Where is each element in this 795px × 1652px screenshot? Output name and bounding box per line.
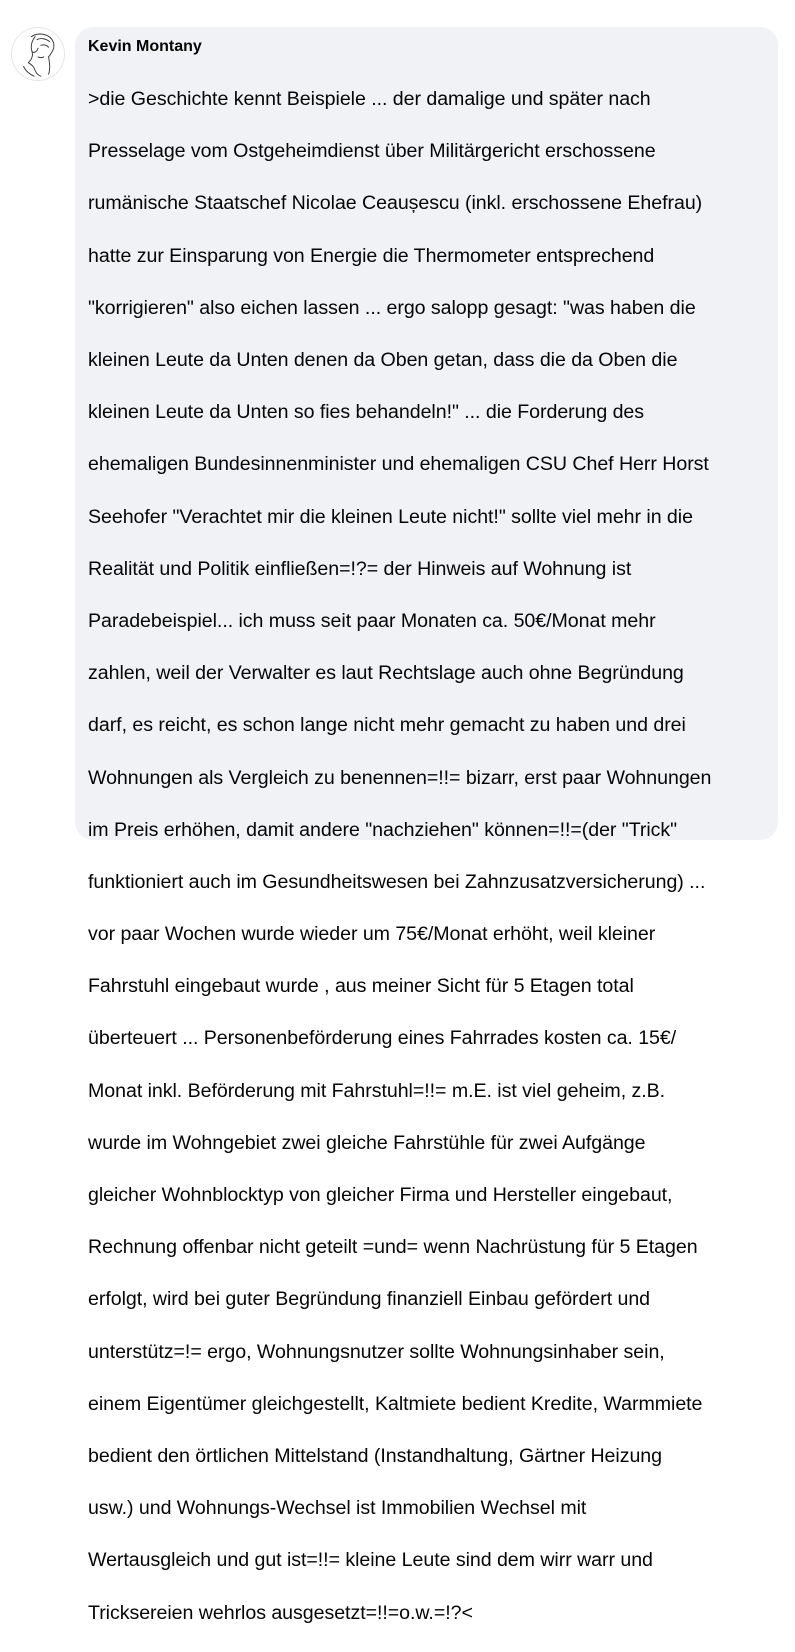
comment-text-line: Fahrstuhl eingebaut wurde , aus meiner Sicht für 5 Etagen total <box>88 975 634 998</box>
comment-text-line: bedient den örtlichen Mittelstand (Instandhaltung, Gärtner Heizung <box>88 1444 662 1467</box>
comment-text-line: im Preis erhöhen, damit andere "nachziehen" können=!!=(der "Trick" <box>88 818 678 841</box>
comment-text-line: rumänische Staatschef Nicolae Ceaușescu (inkl. erschossene Ehefrau) <box>88 192 703 215</box>
comment-text-line: unterstütz=!= ergo, Wohnungsnutzer sollte Wohnungsinhaber sein, <box>88 1340 665 1363</box>
comment-text-line: Wertausgleich und gut ist=!!= kleine Leute sind dem wirr warr und <box>88 1549 653 1572</box>
comment-text-line: zahlen, weil der Verwalter es laut Rechtslage auch ohne Begründung <box>88 662 684 685</box>
comment-text-line: erfolgt, wird bei guter Begründung finanziell Einbau gefördert und <box>88 1288 651 1311</box>
comment-text-line: "korrigieren" also eichen lassen ... ergo salopp gesagt: "was haben die <box>88 296 696 319</box>
comment-text-line: gleicher Wohnblocktyp von gleicher Firma und Hersteller eingebaut, <box>88 1184 673 1207</box>
comment-text-line: darf, es reicht, es schon lange nicht mehr gemacht zu haben und drei <box>88 714 686 737</box>
comment-author-name[interactable]: Kevin Montany <box>88 38 202 55</box>
comment-text-line: ehemaligen Bundesinnenminister und ehemaligen CSU Chef Herr Horst <box>88 453 709 476</box>
comment-text-line: usw.) und Wohnungs-Wechsel ist Immobilien Wechsel mit <box>88 1497 587 1520</box>
comment-text-line: Presselage vom Ostgeheimdienst über Militärgericht erschossene <box>88 140 656 163</box>
comment-text-line: kleinen Leute da Unten denen da Oben getan, dass die da Oben die <box>88 349 678 372</box>
comment-text-line: Realität und Politik einfließen=!?= der Hinweis auf Wohnung ist <box>88 557 632 580</box>
comment-text-line: hatte zur Einsparung von Energie die Thermometer entsprechend <box>88 244 655 267</box>
comment-text-line: Tricksereien wehrlos ausgesetzt=!!=o.w.=!?< <box>88 1601 473 1624</box>
comment-text-line: Wohnungen als Vergleich zu benennen=!!= bizarr, erst paar Wohnungen <box>88 766 712 789</box>
sketch-face-avatar-icon <box>12 28 64 80</box>
comment-text-line: Rechnung offenbar nicht geteilt =und= wenn Nachrüstung für 5 Etagen <box>88 1236 698 1259</box>
comment-bubble <box>75 27 778 1624</box>
comment-text-line: funktioniert auch im Gesundheitswesen bei Zahnzusatzversicherung) ... <box>88 870 706 893</box>
comment-text-line: >die Geschichte kennt Beispiele ... der damalige und später nach <box>88 88 651 111</box>
comment-text-line: Paradebeispiel... ich muss seit paar Monaten ca. 50€/Monat mehr <box>88 609 656 632</box>
comment-text-line: Monat inkl. Beförderung mit Fahrstuhl=!!= m.E. ist viel geheim, z.B. <box>88 1079 666 1102</box>
avatar[interactable] <box>11 27 65 81</box>
comment-text <box>88 60 766 1652</box>
comment-text-line: einem Eigentümer gleichgestellt, Kaltmiete bedient Kredite, Warmmiete <box>88 1392 703 1415</box>
comment-text-line: kleinen Leute da Unten so fies behandeln!" ... die Forderung des <box>88 401 645 424</box>
comment-text-line: Seehofer "Verachtet mir die kleinen Leute nicht!" sollte viel mehr in die <box>88 505 693 528</box>
comment-text-line: vor paar Wochen wurde wieder um 75€/Monat erhöht, weil kleiner <box>88 923 656 946</box>
comment-text-line: wurde im Wohngebiet zwei gleiche Fahrstühle für zwei Aufgänge <box>88 1131 646 1154</box>
comment-text-line: überteuert ... Personenbeförderung eines Fahrrades kosten ca. 15€/ <box>88 1027 677 1050</box>
